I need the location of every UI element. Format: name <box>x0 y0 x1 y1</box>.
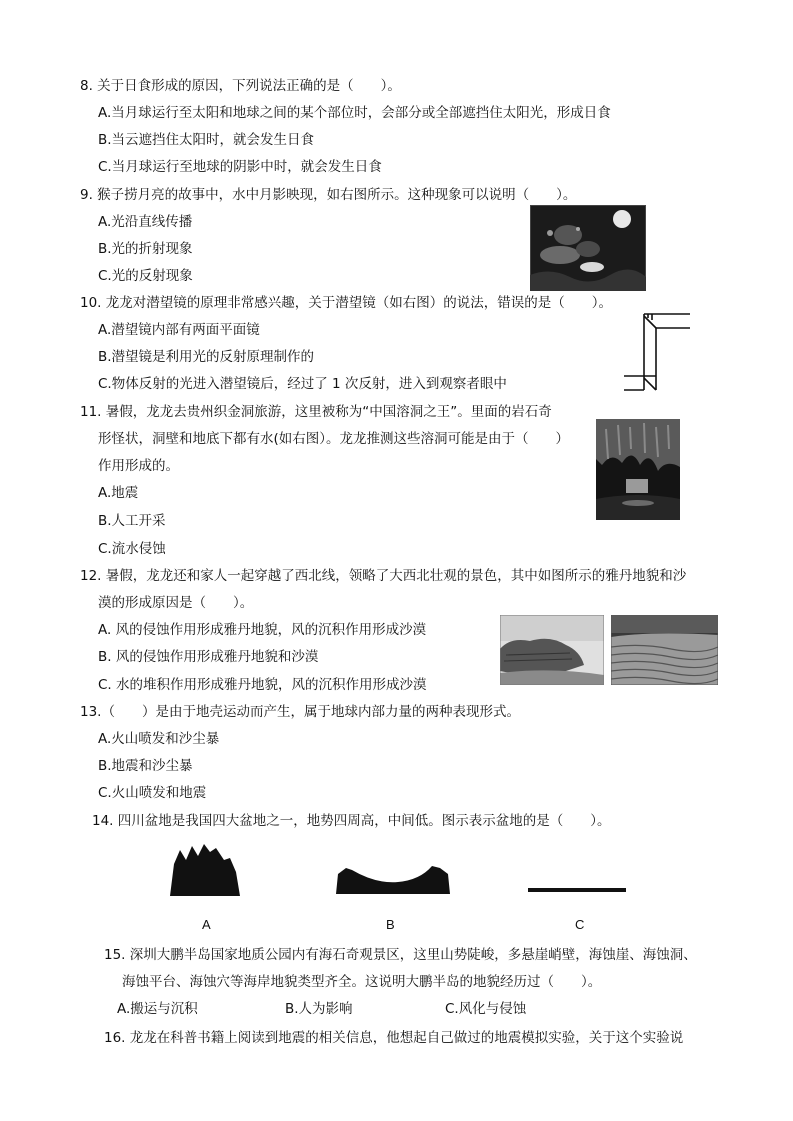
desert-dunes-image <box>611 615 718 685</box>
q11-option-c: C.流水侵蚀 <box>98 541 166 557</box>
q12-option-b: B. 风的侵蚀作用形成雅丹地貌和沙漠 <box>98 649 319 665</box>
q15-stem-line1: 15. 深圳大鹏半岛国家地质公园内有海石奇观景区，这里山势陡峻，多悬崖峭壁，海蚀崖、海蚀洞、 <box>104 947 697 963</box>
q11-stem-line2: 形怪状，洞壁和地底下都有水(如右图）。龙龙推测这些溶洞可能是由于（ ） <box>98 431 570 447</box>
q8-option-c: C.当月球运行至地球的阴影中时，就会发生日食 <box>98 159 382 175</box>
q15-option-a: A.搬运与沉积 <box>117 1001 198 1017</box>
q8-stem: 8. 关于日食形成的原因，下列说法正确的是（ ）。 <box>80 78 401 94</box>
terrain-profile-mountains <box>168 842 242 896</box>
terrain-profile-plain <box>528 886 626 894</box>
q11-option-a: A.地震 <box>98 485 139 501</box>
q13-option-b: B.地震和沙尘暴 <box>98 758 193 774</box>
q15-option-b: B.人为影响 <box>285 1001 353 1017</box>
q14-label-b: B <box>386 917 395 932</box>
q11-option-b: B.人工开采 <box>98 513 166 529</box>
q16-stem: 16. 龙龙在科普书籍上阅读到地震的相关信息，他想起自己做过的地震模拟实验，关于这个实验说 <box>104 1030 684 1046</box>
q10-option-a: A.潜望镜内部有两面平面镜 <box>98 322 260 338</box>
q9-option-c: C.光的反射现象 <box>98 268 193 284</box>
q10-stem: 10. 龙龙对潜望镜的原理非常感兴趣，关于潜望镜（如右图）的说法，错误的是（ ）。 <box>80 295 613 311</box>
q12-stem-line1: 12. 暑假，龙龙还和家人一起穿越了西北线，领略了大西北壮观的景色，其中如图所示的雅丹地貌和沙 <box>80 568 687 584</box>
q9-option-a: A.光沿直线传播 <box>98 214 193 230</box>
q10-option-b: B.潜望镜是利用光的反射原理制作的 <box>98 349 315 365</box>
terrain-profile-basin <box>336 864 452 894</box>
monkey-moon-reflection-image <box>530 205 646 291</box>
q13-stem: 13.（ ）是由于地壳运动而产生，属于地球内部力量的两种表现形式。 <box>80 704 520 720</box>
q8-option-a: A.当月球运行至太阳和地球之间的某个部位时，会部分或全部遮挡住太阳光，形成日食 <box>98 105 611 121</box>
q9-stem: 9. 猴子捞月亮的故事中，水中月影映现，如右图所示。这种现象可以说明（ ）。 <box>80 187 577 203</box>
q12-option-a: A. 风的侵蚀作用形成雅丹地貌，风的沉积作用形成沙漠 <box>98 622 427 638</box>
q15-stem-line2: 海蚀平台、海蚀穴等海岸地貌类型齐全。这说明大鹏半岛的地貌经历过（ ）。 <box>122 974 602 990</box>
q8-option-b: B.当云遮挡住太阳时，就会发生日食 <box>98 132 315 148</box>
yardang-landform-image <box>500 615 604 685</box>
q14-stem: 14. 四川盆地是我国四大盆地之一，地势四周高，中间低。图示表示盆地的是（ ）。 <box>92 813 611 829</box>
q14-label-a: A <box>202 917 211 932</box>
q9-option-b: B.光的折射现象 <box>98 241 193 257</box>
q13-option-a: A.火山喷发和沙尘暴 <box>98 731 220 747</box>
q13-option-c: C.火山喷发和地震 <box>98 785 207 801</box>
q12-option-c: C. 水的堆积作用形成雅丹地貌，风的沉积作用形成沙漠 <box>98 677 427 693</box>
q10-option-c: C.物体反射的光进入潜望镜后，经过了 1 次反射，进入到观察者眼中 <box>98 376 507 392</box>
q14-label-c: C <box>575 917 585 932</box>
periscope-diagram <box>620 312 694 394</box>
karst-cave-image <box>596 419 680 520</box>
q12-stem-line2: 漠的形成原因是（ ）。 <box>98 595 254 611</box>
q15-option-c: C.风化与侵蚀 <box>445 1001 527 1017</box>
q11-stem-line3: 作用形成的。 <box>98 458 179 474</box>
q11-stem-line1: 11. 暑假，龙龙去贵州织金洞旅游，这里被称为“中国溶洞之王”。里面的岩石奇 <box>80 404 552 420</box>
